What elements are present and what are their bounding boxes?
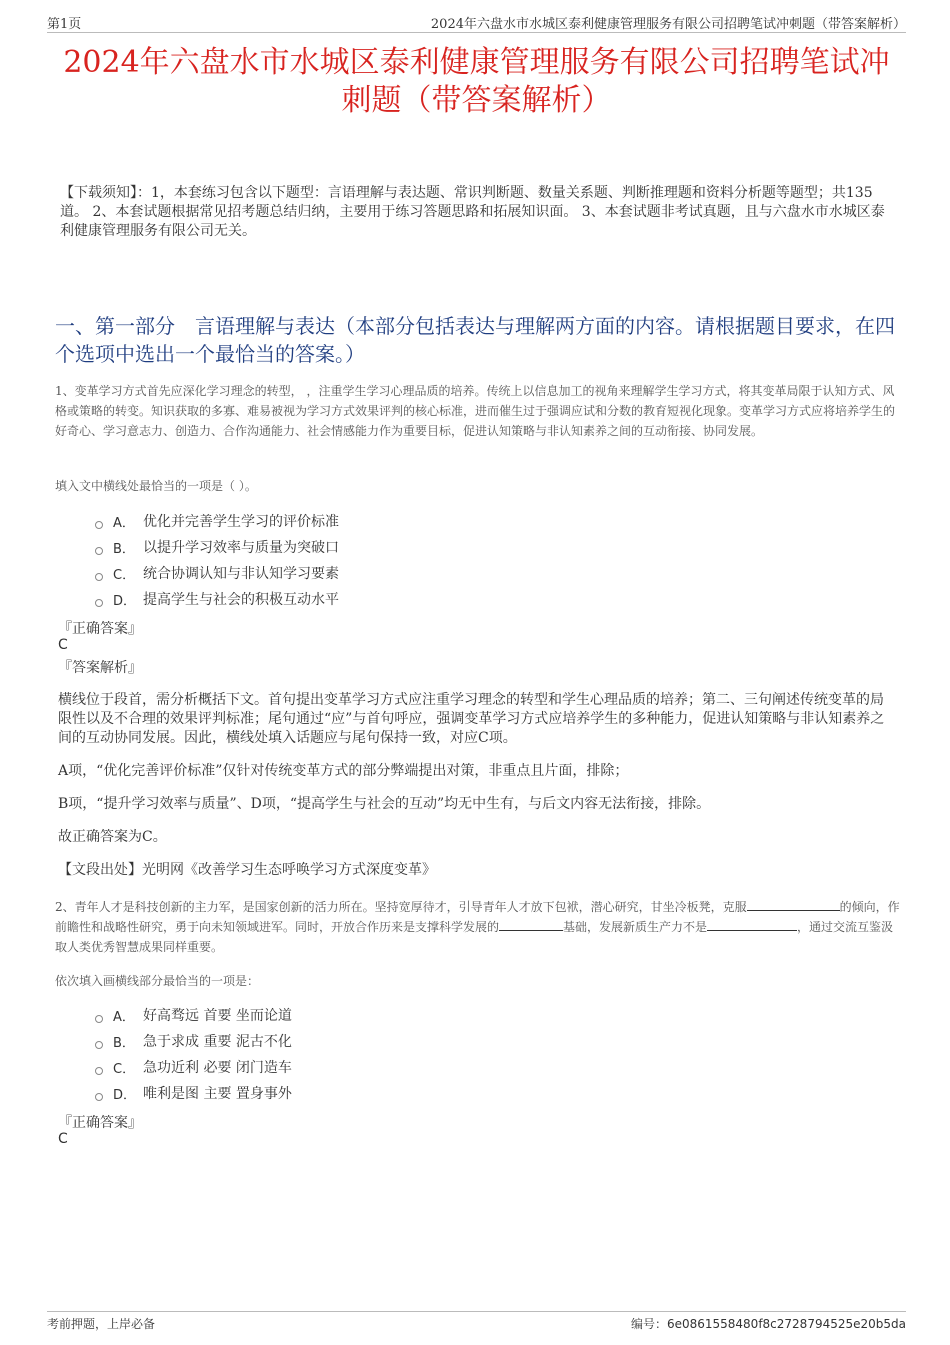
header-doc-title: 2024年六盘水市水城区泰利健康管理服务有限公司招聘笔试冲刺题（带答案解析） (430, 17, 906, 32)
analysis-paragraph: 故正确答案为C。 (58, 829, 167, 845)
option-text: 以提升学习效率与质量为突破口 (143, 540, 339, 556)
page-title (47, 44, 906, 120)
correct-answer: C (58, 637, 68, 653)
radio-icon[interactable] (95, 1041, 103, 1049)
correct-answer-label: 『正确答案』 (58, 621, 142, 637)
analysis-paragraph: B项，“提升学习效率与质量”、D项，“提高学生与社会的互动”均无中生有，与后文内容无法衔接，排除。 (58, 796, 711, 812)
option-text: 优化并完善学生学习的评价标准 (143, 514, 339, 530)
question-1-options (95, 508, 339, 612)
analysis-paragraph: 横线位于段首，需分析概括下文。首句提出变革学习方式应注重学习理念的转型和学生心理品质的培养；第二、三句阐述传统变革的局限性以及不合理的效果评判标准；尾句通过“应”与首句呼应，强调变革学习方式应培养学生的多种能力，促进认知策略与非认知素养之间的互动协同发展。因此，横线处填入话题应与尾句保持一致，对应C项。 (58, 692, 885, 746)
fill-blank (747, 900, 840, 911)
option-text: 急功近利 必要 闭门造车 (143, 1060, 292, 1076)
option-text: 好高骛远 首要 坐而论道 (143, 1008, 292, 1024)
question-1-prompt: 填入文中横线处最恰当的一项是（ ）。 (55, 479, 257, 493)
option-d[interactable]: D． 提高学生与社会的积极互动水平 (95, 586, 339, 612)
correct-answer-label: 『正确答案』 (58, 1115, 142, 1131)
footer-divider (47, 1311, 906, 1312)
option-a[interactable]: A． 优化并完善学生学习的评价标准 (95, 508, 339, 534)
footer-code-value: 6e0861558480f8c2728794525e20b5da (666, 1317, 906, 1331)
radio-icon[interactable] (95, 1067, 103, 1075)
question-2-options (95, 1002, 292, 1106)
fill-blank (499, 920, 563, 931)
footer-code-label: 编号： (630, 1317, 667, 1331)
source-citation: 【文段出处】光明网《改善学习生态呼唤学习方式深度变革》 (58, 862, 436, 878)
radio-icon[interactable] (95, 521, 103, 529)
question-2-text: 2、青年人才是科技创新的主力军，是国家创新的活力所在。坚持宽厚待才，引导青年人才放下包袱，潜心研究，甘坐冷板凳，克服 的倾向，作前瞻性和战略性研究，勇于向未知领域进军。同时，开放合作历来是支撑科学发展的 基础，发展新质生产力不是 ，通过交流互鉴汲取人类优秀智慧成果同样重要。 (55, 900, 900, 954)
radio-icon[interactable] (95, 1015, 103, 1023)
footer-code (631, 1315, 906, 1332)
option-text: 提高学生与社会的积极互动水平 (143, 592, 339, 608)
page-title-line1: 2024年六盘水市水城区泰利健康管理服务有限公司招聘笔试冲 (63, 45, 890, 80)
option-b[interactable]: B． 急于求成 重要 泥古不化 (95, 1028, 292, 1054)
option-a[interactable]: A． 好高骛远 首要 坐而论道 (95, 1002, 292, 1028)
option-text: 统合协调认知与非认知学习要素 (143, 566, 339, 582)
footer-slogan: 考前押题，上岸必备 (47, 1317, 156, 1331)
question-2-prompt: 依次填入画横线部分最恰当的一项是： (55, 974, 260, 988)
correct-answer: C (58, 1131, 68, 1147)
analysis-paragraph: A项，“优化完善评价标准”仅针对传统变革方式的部分弊端提出对策，非重点且片面，排除； (58, 763, 629, 779)
section-title: 一、第一部分 言语理解与表达（本部分包括表达与理解两方面的内容。请根据题目要求，在四个选项中选出一个最恰当的答案。） (55, 314, 895, 366)
radio-icon[interactable] (95, 573, 103, 581)
option-c[interactable]: C． 统合协调认知与非认知学习要素 (95, 560, 339, 586)
radio-icon[interactable] (95, 547, 103, 555)
fill-blank (707, 920, 797, 931)
option-c[interactable]: C． 急功近利 必要 闭门造车 (95, 1054, 292, 1080)
radio-icon[interactable] (95, 599, 103, 607)
page-title-line2: 刺题（带答案解析） (341, 83, 612, 118)
option-text: 唯利是图 主要 置身事外 (143, 1086, 292, 1102)
page-number: 第1页 (47, 17, 82, 32)
radio-icon[interactable] (95, 1093, 103, 1101)
header-divider (47, 32, 906, 33)
option-text: 急于求成 重要 泥古不化 (143, 1034, 292, 1050)
question-1-text: 1、变革学习方式首先应深化学习理念的转型， ，注重学生学习心理品质的培养。传统上以信息加工的视角来理解学生学习方式，将其变革局限于认知方式、风格或策略的转变。知识获取的多寡、难易被视为学习方式效果评判的核心标准，进而催生过于强调应试和分数的教育短视化现象。变革学习方式应将培养学生的好奇心、学习意志力、创造力、合作沟通能力、社会情感能力作为重要目标，促进认知策略与非认知素养之间的互动衔接、协同发展。 (55, 384, 896, 438)
download-notice: 【下载须知】：1，本套练习包含以下题型：言语理解与表达题、常识判断题、数量关系题、判断推理题和资料分析题等题型；共135道。 2、本套试题根据常见招考题总结归纳，主要用于练习答题思路和拓展知识面。 3、本套试题非考试真题，且与六盘水市水城区泰利健康管理服务有限公司无关。 (60, 185, 885, 239)
option-d[interactable]: D． 唯利是图 主要 置身事外 (95, 1080, 292, 1106)
option-b[interactable]: B． 以提升学习效率与质量为突破口 (95, 534, 339, 560)
analysis-label: 『答案解析』 (58, 660, 142, 676)
